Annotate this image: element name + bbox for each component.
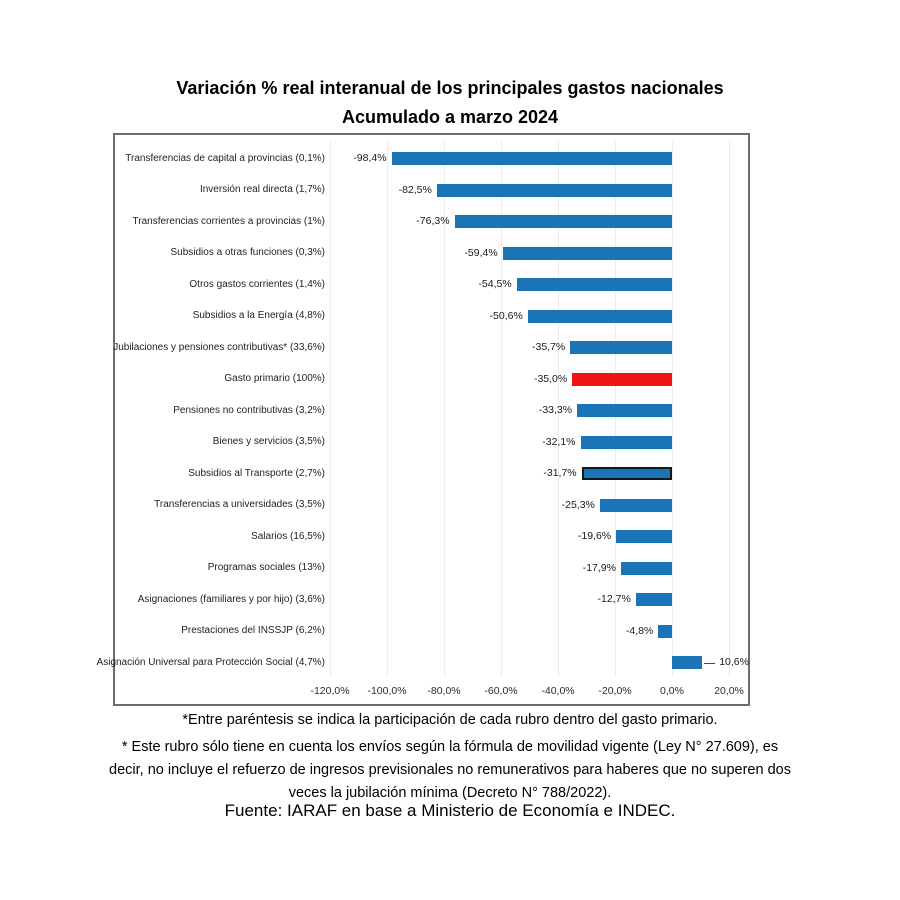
value-label: -82,5% — [398, 183, 432, 196]
value-label: -33,3% — [538, 404, 573, 417]
footnote-2 — [50, 736, 850, 805]
x-axis-tick-label: -60,0% — [484, 685, 518, 697]
bar — [503, 247, 672, 260]
bar — [616, 530, 672, 543]
chart-title-line1: Variación % real interanual de los principales gastos nacionales — [176, 78, 724, 98]
category-label: Gasto primario (100%) — [224, 373, 325, 385]
value-label: -4,8% — [625, 624, 654, 637]
x-axis-tick-label: -120,0% — [310, 685, 350, 697]
bar — [437, 184, 672, 197]
category-label: Asignación Universal para Protección Social (4,7%) — [96, 656, 325, 668]
chart-title-line2: Acumulado a marzo 2024 — [341, 107, 559, 127]
category-label: Subsidios a otras funciones (0,3%) — [170, 247, 325, 259]
bar — [455, 215, 672, 228]
category-label: Salarios (16,5%) — [251, 530, 325, 542]
plot-area — [96, 135, 749, 704]
value-label: -17,9% — [582, 561, 616, 574]
x-axis-tick-label: 0,0% — [660, 685, 684, 697]
bar — [621, 562, 672, 575]
bar — [672, 656, 702, 669]
category-label: Jubilaciones y pensiones contributivas* (33,6%) — [113, 341, 325, 353]
footnote-2-line: * Este rubro sólo tiene en cuenta los envíos según la fórmula de movilidad vigente (Ley N° 27.609), es — [121, 739, 779, 755]
bar — [577, 404, 672, 417]
chart-box — [96, 133, 750, 706]
value-label: 10,6% — [719, 656, 749, 669]
gridline — [330, 141, 331, 677]
chart-title — [0, 74, 900, 132]
category-label: Subsidios a la Energía (4,8%) — [192, 310, 325, 322]
footnote-2-line: veces la jubilación mínima (Decreto N° 788/2022). — [288, 785, 612, 801]
value-label: -98,4% — [353, 152, 387, 164]
category-label: Transferencias de capital a provincias (0,1%) — [125, 152, 325, 164]
bar — [582, 467, 672, 480]
x-axis-tick-label: -100,0% — [367, 685, 407, 697]
category-label: Subsidios al Transporte (2,7%) — [188, 467, 325, 479]
category-label: Inversión real directa (1,7%) — [199, 184, 325, 196]
x-axis-tick-label: 20,0% — [714, 685, 744, 697]
category-label: Transferencias a universidades (3,5%) — [154, 499, 325, 511]
bar — [581, 436, 672, 449]
category-label: Otros gastos corrientes (1,4%) — [189, 278, 325, 290]
bar — [528, 310, 672, 323]
category-label: Bienes y servicios (3,5%) — [212, 436, 325, 448]
value-label: -35,0% — [533, 372, 568, 385]
value-label: -32,1% — [542, 435, 576, 448]
x-axis-tick-label: -80,0% — [427, 685, 461, 697]
footnote-2-line: decir, no incluye el refuerzo de ingresos previsionales no remunerativos para haberes que no superen dos — [109, 762, 791, 778]
bar — [658, 625, 672, 638]
category-label: Prestaciones del INSSJP (6,2%) — [181, 625, 325, 637]
value-label: -59,4% — [464, 246, 498, 259]
bar — [392, 152, 672, 165]
category-label: Pensiones no contributivas (3,2%) — [173, 404, 325, 416]
bar — [517, 278, 672, 291]
bar — [600, 499, 672, 512]
footnote-1: *Entre paréntesis se indica la participación de cada rubro dentro del gasto primario. — [182, 712, 718, 728]
value-label: -31,7% — [543, 467, 577, 480]
x-axis-tick-label: -40,0% — [541, 685, 575, 697]
value-label: -54,5% — [478, 278, 512, 291]
bar — [636, 593, 672, 606]
bar — [572, 373, 672, 386]
value-label: -25,3% — [561, 498, 595, 511]
value-label: -19,6% — [577, 530, 612, 543]
x-axis-tick-label: -20,0% — [598, 685, 632, 697]
value-label: -50,6% — [489, 309, 523, 322]
category-label: Programas sociales (13%) — [207, 562, 325, 574]
bar — [570, 341, 672, 354]
source-line: Fuente: IARAF en base a Ministerio de Economía e INDEC. — [224, 801, 676, 820]
category-label: Asignaciones (familiares y por hijo) (3,6%) — [137, 593, 325, 605]
gridline — [672, 141, 673, 677]
value-leader-line — [704, 663, 715, 664]
category-label: Transferencias corrientes a provincias (1%) — [132, 215, 325, 227]
value-label: -12,7% — [597, 593, 631, 606]
gridline — [729, 141, 730, 677]
value-label: -35,7% — [531, 341, 566, 354]
value-label: -76,3% — [416, 215, 450, 228]
gridline — [387, 141, 388, 677]
